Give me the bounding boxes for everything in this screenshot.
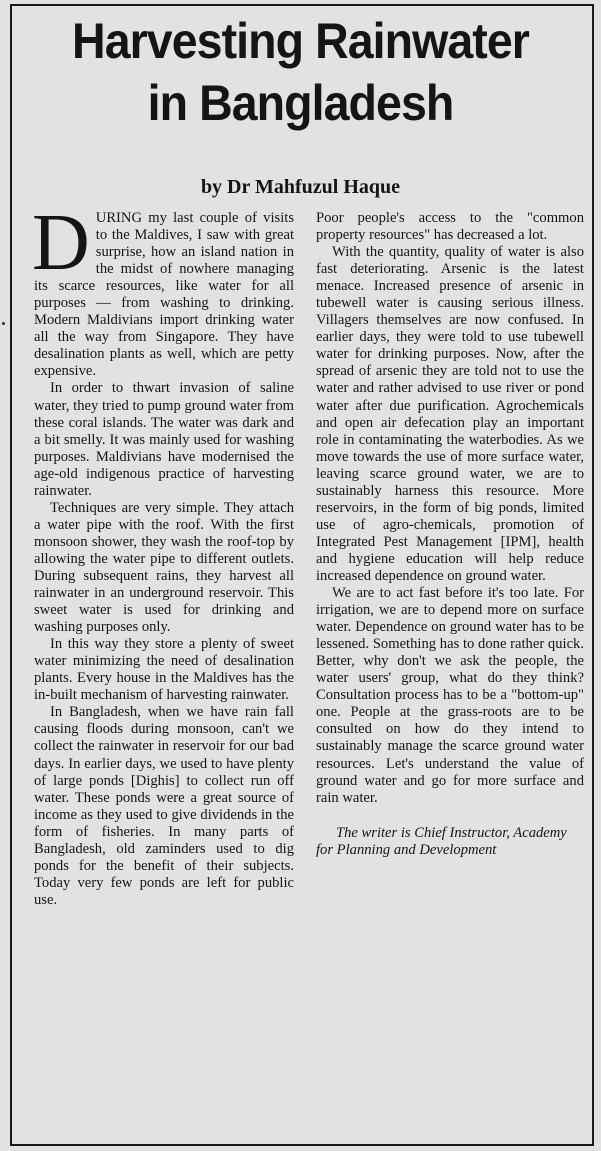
margin-dot — [2, 322, 5, 325]
right-column — [316, 210, 584, 859]
headline-line-2: in Bangladesh — [147, 75, 454, 131]
border-bottom — [10, 1144, 594, 1146]
author-credit: The writer is Chief Instructor, Academy for Planning and Development — [316, 824, 567, 858]
byline: by Dr Mahfuzul Haque — [200, 176, 401, 198]
headline-line-1: Harvesting Rainwater — [72, 13, 529, 69]
paragraph-6: Poor people's access to the "common property resources" has decreased a lot. — [316, 210, 584, 244]
border-top — [10, 4, 594, 6]
drop-cap: D — [32, 199, 90, 287]
paragraph-2: In order to thwart invasion of saline water, they tried to pump ground water from these coral islands. The water was dark and a bit smelly. It was mainly used for washing purposes. Maldivians have modernised the age-old indigenous practice of harvesting rainwater. — [34, 380, 294, 499]
left-column — [32, 199, 294, 909]
headline — [21, 10, 580, 134]
paragraph-4: In this way they store a plenty of sweet water minimizing the need of desalination plants. Every house in the Maldives has the in-built mechanism of harvesting rainwater. — [34, 636, 294, 704]
paragraph-1 — [32, 199, 294, 380]
paragraph-3: Techniques are very simple. They attach a water pipe with the roof. With the first monsoon shower, they wash the roof-top by allowing the water pipe to different outlets. During subsequent rains, they harvest all rainwater in an underground reservoir. This sweet water is used for drinking and washing purposes only. — [34, 499, 294, 636]
paragraph-8: We are to act fast before it's too late. For irrigation, we are to depend more on surface water. Dependence on ground water has to be lessened. Something has to done rather quick. Better, why don't we ask the people, the water users' group, what do they think? Consultation process has to be a "bottom-up" one. People at the grass-roots are to be consulted on how do they intend to sustainably manage the scarce ground water resources. Let's understand the value of ground water and go for more surface and rain water. — [316, 585, 584, 806]
paragraph-1-text: URING my last couple of visits to the Maldives, I saw with great surprise, how an island nation in the midst of nowhere managing its scarce resources, like water for all purposes — from washing to drinking. Modern Maldivians import drinking water all the way from Singapore. They have desalination plants as well, which are petty expensive. — [34, 210, 294, 380]
paragraph-7: With the quantity, quality of water is also fast deteriorating. Arsenic is the latest menace. Increased presence of arsenic in tubewell water is causing serious illness. Villagers themselves are now confused. In earlier days, they were told to use tubewell water for drinking purposes. Now, after the spread of arsenic they are told not to use the water and rather advised to use river or pond water after due purification. Agrochemicals and open air defecation play an important role in contaminating the waterbodies. As we move towards the use of more surface water, leaving scarce ground water, we are to sustainably harness this resource. More reservoirs, in the form of big ponds, limited use of agro-chemicals, promotion of Integrated Pest Management [IPM], health and hygiene education will help reduce increased dependence on ground water. — [316, 244, 584, 584]
paragraph-5: In Bangladesh, when we have rain fall causing floods during monsoon, can't we collect the rainwater in reservoir for our bad days. In earlier days, we used to have plenty of large ponds [Dighis] to collect run off water. These ponds were a great source of income as they used to give dividends in the form of fisheries. In many parts of Bangladesh, old zaminders used to dig ponds for the benefit of their subjects. Today very few ponds are left for public use. — [34, 704, 294, 908]
